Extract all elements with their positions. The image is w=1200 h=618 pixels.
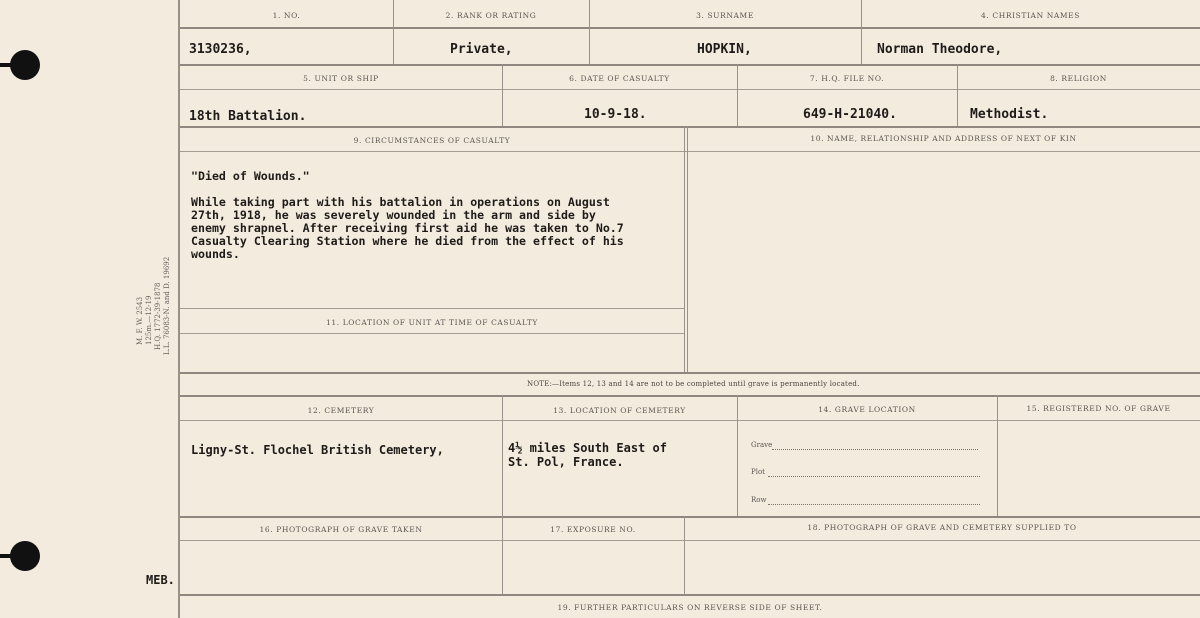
value-christian-names: Norman Theodore, <box>877 42 1003 57</box>
grave-field-label: Grave <box>751 441 773 449</box>
grave-field-line <box>772 449 978 450</box>
label-date: 6. DATE OF CASUALTY <box>569 74 670 83</box>
value-unit: 18th Battalion. <box>189 109 307 124</box>
initials: MEB. <box>146 573 175 587</box>
side-print-3: H.Q. 1772-39-1878 <box>154 282 162 350</box>
label-photo-taken: 16. PHOTOGRAPH OF GRAVE TAKEN <box>259 525 423 534</box>
punch-hole-bottom-stub <box>0 554 14 558</box>
plot-field-label: Plot <box>751 468 765 476</box>
label-registered-no: 15. REGISTERED NO. OF GRAVE <box>1026 404 1171 413</box>
circumstances-line-5: wounds. <box>191 247 240 261</box>
value-rank: Private, <box>450 42 513 57</box>
circumstances-heading: "Died of Wounds." <box>191 169 310 183</box>
value-cemetery: Ligny-St. Flochel British Cemetery, <box>191 443 444 457</box>
label-next-of-kin: 10. NAME, RELATIONSHIP AND ADDRESS OF NEXT OF KIN <box>810 134 1077 143</box>
value-religion: Methodist. <box>970 107 1049 122</box>
label-exposure: 17. EXPOSURE NO. <box>550 525 636 534</box>
note-text: NOTE:—Items 12, 13 and 14 are not to be completed until grave is permanently located. <box>527 380 860 388</box>
label-location-unit: 11. LOCATION OF UNIT AT TIME OF CASUALTY <box>326 318 538 327</box>
value-no: 3130236, <box>189 42 252 57</box>
value-cemetery-location-1: 4½ miles South East of <box>508 441 667 455</box>
side-print-2: 125m.—12-19 <box>145 295 153 345</box>
label-no: 1. NO. <box>272 11 301 20</box>
value-date: 10-9-18. <box>584 107 647 122</box>
value-cemetery-location-2: St. Pol, France. <box>508 455 624 469</box>
label-hq-file: 7. H.Q. FILE NO. <box>809 74 885 83</box>
value-hq-file: 649-H-21040. <box>803 107 897 122</box>
side-print-4: L.L. 76083-N. and D. 19692 <box>163 256 171 355</box>
circumstances-line-3: enemy shrapnel. After receiving first aid he was taken to No.7 <box>191 221 624 235</box>
row-field-line <box>768 504 980 505</box>
circumstances-line-1: While taking part with his battalion in operations on August <box>191 195 610 209</box>
punch-hole-top <box>10 50 40 80</box>
label-cemetery: 12. CEMETERY <box>307 406 375 415</box>
label-circumstances: 9. CIRCUMSTANCES OF CASUALTY <box>353 136 511 145</box>
circumstances-line-2: 27th, 1918, he was severely wounded in the arm and side by <box>191 208 596 222</box>
row-field-label: Row <box>751 496 767 504</box>
value-surname: HOPKIN, <box>697 42 752 57</box>
label-photo-supplied: 18. PHOTOGRAPH OF GRAVE AND CEMETERY SUPPLIED TO <box>807 523 1077 532</box>
punch-hole-top-stub <box>0 63 14 67</box>
side-print-1: M. F. W. 2543 <box>136 296 144 345</box>
label-christian-names: 4. CHRISTIAN NAMES <box>981 11 1080 20</box>
label-unit: 5. UNIT OR SHIP <box>303 74 379 83</box>
circumstances-line-4: Casualty Clearing Station where he died from the effect of his <box>191 234 624 248</box>
punch-hole-bottom <box>10 541 40 571</box>
label-location-cemetery: 13. LOCATION OF CEMETERY <box>553 406 686 415</box>
label-rank: 2. RANK OR RATING <box>445 11 537 20</box>
label-grave-location: 14. GRAVE LOCATION <box>818 405 916 414</box>
plot-field-line <box>768 476 980 477</box>
label-further: 19. FURTHER PARTICULARS ON REVERSE SIDE OF SHEET. <box>557 603 823 612</box>
label-surname: 3. SURNAME <box>696 11 754 20</box>
label-religion: 8. RELIGION <box>1050 74 1107 83</box>
